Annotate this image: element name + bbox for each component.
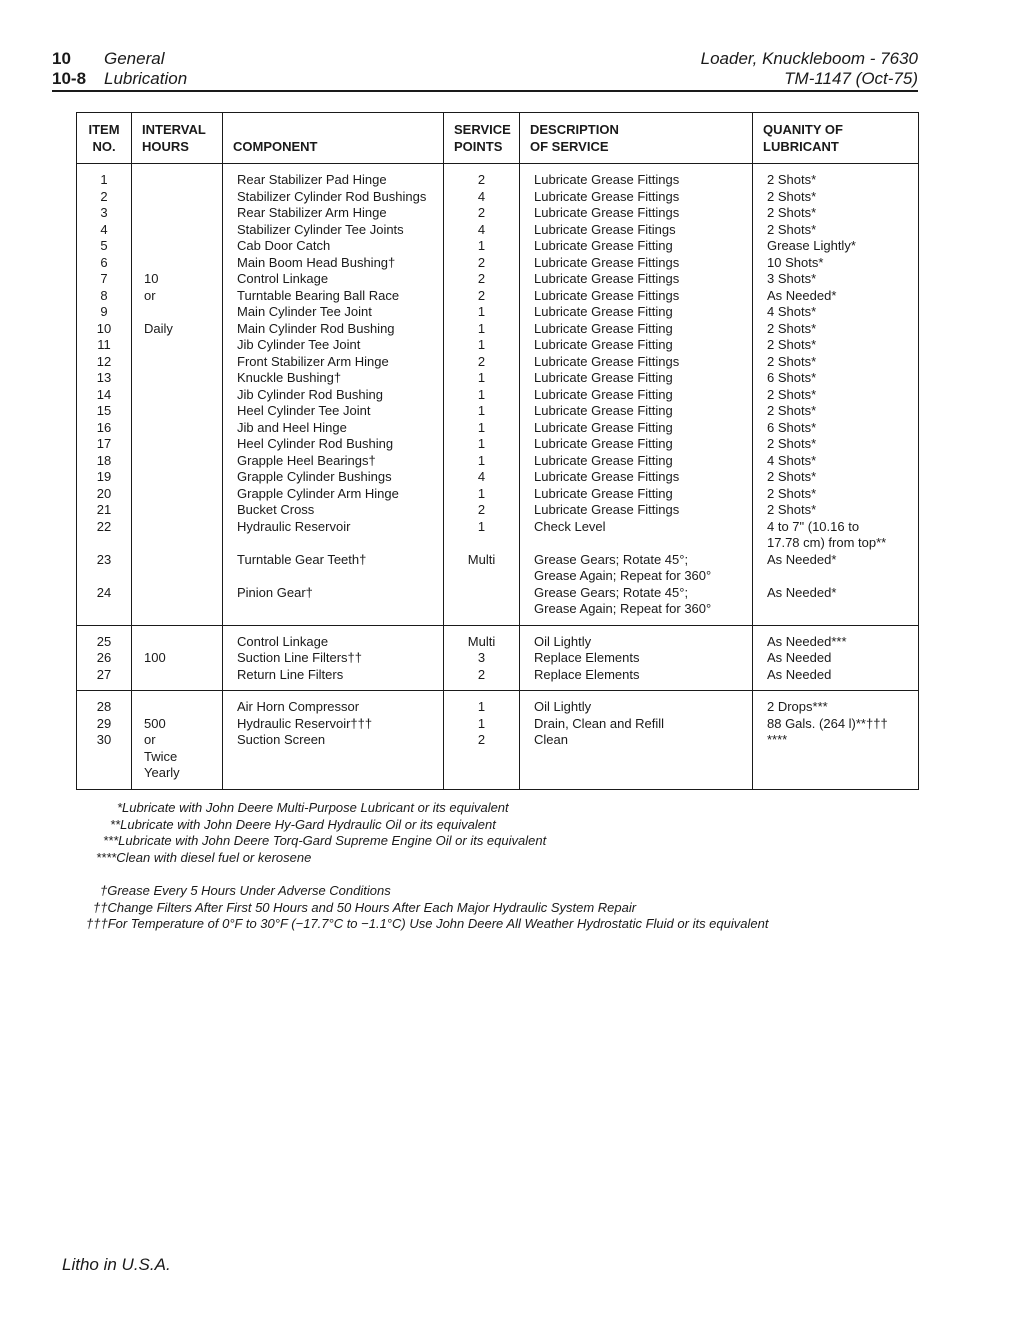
cell-quantities [753,164,919,626]
cell-line [237,535,437,552]
cell-line: Lubricate Grease Fitting [534,320,673,336]
cell-line: Lubricate Grease Fittings [534,287,680,303]
cell-line: 2 Shots* [767,337,817,352]
cell-line: Lubricate Grease Fitting [534,452,673,468]
cell-line [144,238,216,255]
cell-line: 1 [477,386,486,402]
cell-line: Grapple Cylinder Bushings [237,469,392,484]
cell-line: 2 [477,205,486,220]
cell-interval [132,691,223,790]
cell-line [448,568,515,585]
cell-line: Lubricate Grease Fittings [534,172,680,187]
cell-line: Multi [467,551,496,567]
cell-line: POINTS [454,139,503,154]
cell-line: Lubricate Grease Fitting [534,370,673,385]
dagger-note: †††For Temperature of 0°F to 30°F (−17.7°C to −1.1°C) Use John Deere All Weather Hydrostatic Fluid or its equivalent [86,916,769,931]
cell-line: 1 [477,320,486,336]
cell-line: COMPONENT [233,139,318,154]
col-header-service [444,113,520,164]
cell-line: Lubricate Grease Fitting [534,485,673,501]
cell-line: 2 [477,666,486,682]
cell-line: Lubricate Grease Fitting [534,238,673,253]
cell-descriptions [520,625,753,691]
cell-components [223,625,444,691]
cell-items [77,625,132,691]
cell-line: NO. [92,139,116,154]
cell-line: As Needed* [767,287,837,303]
cell-line: 4 [477,469,486,484]
cell-line: 3 Shots* [767,271,817,286]
cell-line: Lubricate Grease Fittings [534,205,680,220]
cell-line: 16 [96,419,112,435]
cell-line: 2 Shots* [767,353,817,369]
cell-line: 1 [477,337,486,352]
cell-line: 14 [96,386,112,402]
cell-line [144,172,216,189]
note-spacer [52,866,952,883]
page-number: 10-8 [52,69,87,88]
cell-line: 15 [96,403,112,418]
cell-line: 18 [96,452,112,468]
cell-line: 2 Shots* [767,320,817,336]
cell-line: 1 [477,452,486,468]
cell-line: Lubricate Grease Fitting [534,337,673,352]
cell-line: Pinion Gear† [237,584,313,600]
cell-line: Turntable Gear Teeth† [237,551,367,567]
cell-line: Main Cylinder Rod Bushing [237,320,395,336]
lubricant-note: *Lubricate with John Deere Multi-Purpose Lubricant or its equivalent [117,800,509,815]
cell-line [448,535,515,552]
cell-line: 3 [100,205,108,220]
cell-line: Turntable Bearing Ball Race [237,287,400,303]
cell-line: Suction Screen [237,732,326,747]
cell-line: 27 [96,666,112,682]
cell-line: 4 Shots* [767,452,817,468]
cell-line [144,699,216,716]
cell-line: Hydraulic Reservoir††† [237,715,373,731]
cell-line: 2 Shots* [767,485,817,501]
cell-line [81,568,127,585]
cell-line: 1 [477,238,486,253]
cell-line: 3 [477,650,486,665]
cell-line: Suction Line Filters†† [237,650,363,665]
section-number: 10 [52,49,71,68]
cell-line: Lubricate Grease Fitting [534,304,673,319]
cell-line: 2 Shots* [767,403,817,418]
cell-line: 19 [96,469,112,484]
cell-line: SERVICE [454,122,511,137]
cell-line: or [144,732,156,747]
cell-line: 4 Shots* [767,304,817,319]
cell-line: Grease Gears; Rotate 45°; [534,551,689,567]
cell-line: Drain, Clean and Refill [534,715,665,731]
cell-line: 4 to 7" (10.16 to [767,518,860,534]
cell-line: 2 Shots* [767,188,817,204]
cell-line: Stabilizer Cylinder Rod Bushings [237,188,427,204]
cell-line: Lubricate Grease Fitting [534,403,673,418]
cell-line: 2 Shots* [767,172,817,187]
cell-quantities [753,625,919,691]
cell-line: 29 [96,715,112,731]
cell-line: 2 [477,172,486,187]
cell-line: Rear Stabilizer Pad Hinge [237,172,387,187]
cell-line: 6 Shots* [767,419,817,435]
cell-line: Jib Cylinder Tee Joint [237,337,361,352]
cell-items [77,164,132,626]
cell-line: As Needed*** [767,633,847,649]
cell-line: QUANITY OF [763,122,843,137]
lubricant-note: ****Clean with diesel fuel or kerosene [96,849,312,865]
cell-line: 2 Drops*** [767,699,828,714]
cell-line: DESCRIPTION [530,122,619,137]
cell-line: Jib Cylinder Rod Bushing [237,386,383,402]
header-section-line [52,49,164,69]
cell-line: 2 Shots* [767,205,817,220]
cell-line: 2 [477,353,486,369]
cell-line: Lubricate Grease Fittings [534,469,680,484]
cell-line: 1 [477,518,486,534]
lubricant-note: ***Lubricate with John Deere Torq-Gard Supreme Engine Oil or its equivalent [103,833,547,848]
cell-line: As Needed [767,666,832,682]
cell-line: 1 [477,436,486,451]
cell-line: 23 [96,551,112,567]
header-rule [52,90,918,92]
cell-service-points [444,691,520,790]
cell-line: 4 [100,221,108,237]
cell-line: 24 [96,584,112,600]
cell-line: Main Boom Head Bushing† [237,254,396,270]
cell-line: Return Line Filters [237,666,344,682]
cell-components [223,164,444,626]
cell-line: 88 Gals. (264 l)**††† [767,715,888,731]
cell-line: Rear Stabilizer Arm Hinge [237,205,387,220]
cell-line: 500 [144,715,166,731]
cell-line: 10 [96,320,112,336]
col-header-interval [132,113,223,164]
table-section-100-hours [77,625,919,691]
cell-line: Multi [467,633,496,649]
cell-line: Lubricate Grease Fitting [534,419,673,435]
cell-line: 2 Shots* [767,221,817,237]
cell-line [767,568,912,585]
cell-line: Hydraulic Reservoir [237,518,351,534]
cell-line: Knuckle Bushing† [237,370,342,385]
cell-service-points [444,164,520,626]
cell-line: Lubricate Grease Fittings [534,271,680,286]
cell-line: 1 [477,419,486,435]
litho-footer: Litho in U.S.A. [62,1255,171,1274]
cell-interval [132,625,223,691]
cell-line: 17 [96,436,112,451]
cell-line: 2 Shots* [767,502,817,517]
cell-line: 2 Shots* [767,436,817,451]
header-manual-id: TM-1147 (Oct-75) [784,69,918,88]
cell-line: Grease Lightly* [767,238,856,253]
cell-line: 10 Shots* [767,254,824,270]
table-section-500-hours [77,691,919,790]
table-header-row [77,113,919,164]
cell-line: LUBRICANT [763,139,839,154]
lubricant-note: **Lubricate with John Deere Hy-Gard Hydraulic Oil or its equivalent [110,816,496,832]
cell-line: Clean [534,732,568,747]
cell-line: Oil Lightly [534,699,592,714]
cell-line: Lubricate Grease Fitting [534,436,673,451]
cell-line: Lubricate Grease Fittings [534,353,680,369]
lubrication-table [76,112,919,790]
cell-line [144,255,216,272]
cell-line: 4 [477,188,486,204]
cell-line: Lubricate Grease Fittings [534,254,680,270]
cell-line [144,189,216,206]
cell-line: Oil Lightly [534,633,592,649]
cell-items [77,691,132,790]
cell-line: 20 [96,485,112,501]
cell-line: Grease Gears; Rotate 45°; [534,584,689,600]
cell-components [223,691,444,790]
cell-line: Grease Again; Repeat for 360° [534,568,712,583]
cell-line: Lubricate Grease Fitings [534,221,676,237]
footnotes-block [52,800,952,933]
cell-line: 1 [477,370,486,385]
cell-line [534,535,746,552]
cell-line: 26 [96,650,112,665]
cell-line: Control Linkage [237,271,329,286]
cell-line: Front Stabilizer Arm Hinge [237,353,389,369]
header-page-line [52,69,187,89]
cell-line: 1 [100,172,108,187]
cell-line: Bucket Cross [237,502,315,517]
cell-line: Air Horn Compressor [237,699,360,714]
cell-line: 6 Shots* [767,370,817,385]
cell-line: 7 [100,271,108,286]
cell-line: 13 [96,370,112,385]
cell-line: 2 Shots* [767,386,817,402]
cell-line: HOURS [142,139,189,154]
cell-line [144,222,216,239]
cell-line: or [144,287,156,303]
cell-line: 6 [100,254,108,270]
cell-interval [132,164,223,626]
table-section-daily [77,164,919,626]
cell-line: 1 [477,403,486,418]
cell-line: 9 [100,304,108,319]
cell-line: 2 Shots* [767,469,817,484]
cell-line [81,535,127,552]
dagger-note: †Grease Every 5 Hours Under Adverse Conditions [100,883,391,898]
cell-line: OF SERVICE [530,139,609,154]
cell-line: Grease Again; Repeat for 360° [534,601,712,616]
cell-line [144,634,216,651]
cell-line: Stabilizer Cylinder Tee Joints [237,221,404,237]
cell-line: INTERVAL [142,122,206,137]
cell-line: Yearly [144,765,180,780]
cell-line: 1 [477,485,486,501]
cell-line [144,205,216,222]
cell-line: 2 [477,271,486,286]
cell-line: Main Cylinder Tee Joint [237,304,372,319]
cell-line: Heel Cylinder Rod Bushing [237,436,394,451]
cell-line: Grapple Heel Bearings† [237,452,376,468]
cell-line: 1 [477,699,486,714]
cell-line: As Needed [767,650,832,665]
cell-line: Replace Elements [534,650,640,665]
cell-line: 28 [96,699,112,714]
dagger-note: ††Change Filters After First 50 Hours and 50 Hours After Each Major Hydraulic System Repair [93,899,637,915]
cell-line: Twice [144,748,178,764]
cell-line: Lubricate Grease Fitting [534,386,673,402]
cell-descriptions [520,691,753,790]
cell-line: 2 [477,287,486,303]
cell-descriptions [520,164,753,626]
col-header-quantity [753,113,919,164]
cell-line: As Needed* [767,584,837,600]
cell-line: 30 [96,732,112,747]
cell-line: Grapple Cylinder Arm Hinge [237,485,399,501]
cell-line: 2 [477,502,486,517]
cell-line: Daily [144,320,173,336]
cell-line [237,568,437,585]
cell-line: 1 [477,304,486,319]
cell-line: Heel Cylinder Tee Joint [237,403,371,418]
cell-line [448,585,515,602]
cell-line: 11 [97,337,111,352]
cell-line [144,304,216,321]
cell-line: 5 [100,238,108,253]
cell-line: Check Level [534,518,606,534]
cell-line: Lubricate Grease Fittings [534,502,680,517]
cell-line: 4 [477,221,486,237]
cell-line: 10 [144,271,159,286]
col-header-component [223,113,444,164]
cell-line: Replace Elements [534,666,640,682]
cell-line: ITEM [88,122,120,137]
cell-line: Control Linkage [237,633,329,649]
cell-quantities [753,691,919,790]
cell-line: 17.78 cm) from top** [767,535,887,550]
cell-line: 21 [96,502,112,517]
cell-line: 22 [96,518,112,534]
header-machine-title: Loader, Knuckleboom - 7630 [700,49,918,68]
cell-line: Cab Door Catch [237,238,331,253]
col-header-description [520,113,753,164]
col-header-item [77,113,132,164]
page-topic: Lubrication [104,69,188,88]
cell-line: Lubricate Grease Fittings [534,188,680,204]
cell-line: 2 [100,188,108,204]
cell-line: 25 [96,633,112,649]
cell-line: As Needed* [767,551,837,567]
section-title: General [104,49,165,68]
cell-line: 1 [477,715,486,731]
cell-line: **** [767,732,788,747]
cell-line: 2 [477,732,486,747]
cell-line: 8 [100,287,108,303]
cell-line: 12 [96,353,112,369]
cell-line: 100 [144,650,166,665]
cell-service-points [444,625,520,691]
cell-line: Jib and Heel Hinge [237,419,347,435]
cell-line: 2 [477,254,486,270]
